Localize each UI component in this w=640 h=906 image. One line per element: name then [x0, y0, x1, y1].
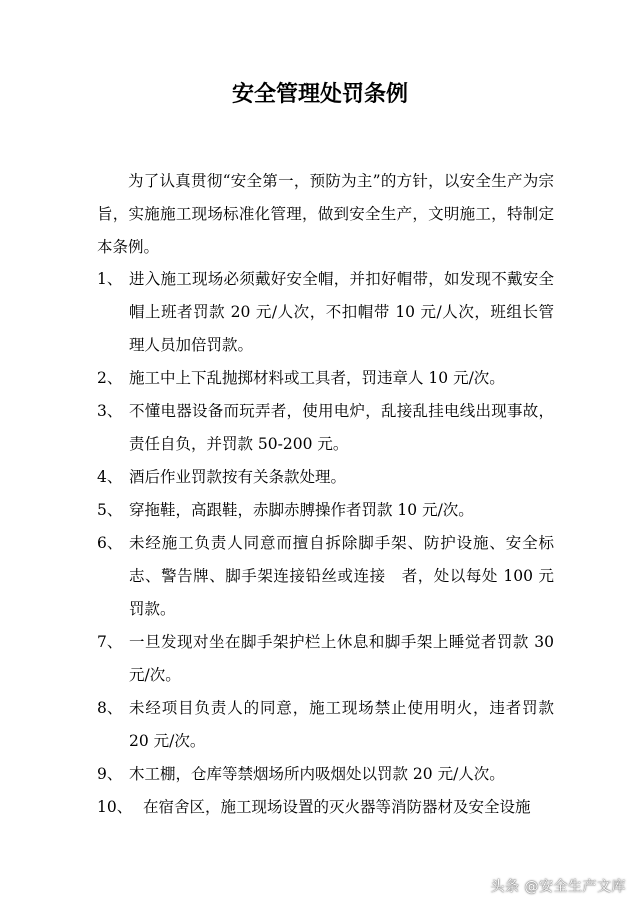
rule-item: [97, 626, 554, 692]
rule-number: 2、: [97, 369, 123, 387]
rule-number: 4、: [97, 468, 123, 486]
rules-list: [97, 263, 554, 824]
rule-text: 一旦发现对坐在脚手架护栏上休息和脚手架上睡觉者罚款 30 元/次。: [129, 633, 554, 684]
rule-number: 6、: [97, 534, 123, 552]
rule-text: 木工棚，仓库等禁烟场所内吸烟处以罚款 20 元/人次。: [129, 765, 505, 783]
document-title: 安全管理处罚条例: [231, 82, 408, 107]
rule-item: [97, 527, 554, 626]
rule-text: 穿拖鞋，高跟鞋，赤脚赤膊操作者罚款 10 元/次。: [129, 501, 474, 519]
rule-item: [97, 362, 554, 395]
rule-number: 9、: [97, 765, 123, 783]
rule-number: 10、: [97, 798, 133, 816]
rule-number: 5、: [97, 501, 123, 519]
rule-item: [97, 494, 554, 527]
rule-item: [97, 692, 554, 758]
rule-text: 酒后作业罚款按有关条款处理。: [129, 468, 347, 486]
rule-item: [97, 791, 554, 824]
rule-number: 8、: [97, 699, 123, 717]
rule-number: 7、: [97, 633, 123, 651]
rule-text: 进入施工现场必须戴好安全帽，并扣好帽带，如发现不戴安全帽上班者罚款 20 元/人次，不扣帽带 10 元/人次，班组长管理人员加倍罚款。: [129, 270, 554, 354]
rule-number: 3、: [97, 402, 123, 420]
watermark: 头条 @安全生产文库: [490, 879, 626, 895]
rule-number: 1、: [97, 270, 123, 288]
rule-text: 不懂电器设备而玩弄者，使用电炉，乱接乱挂电线出现事故，责任自负，并罚款 50-200 元。: [129, 402, 554, 453]
intro-paragraph: 为了认真贯彻“安全第一，预防为主”的方针，以安全生产为宗旨，实施施工现场标准化管理，做到安全生产，文明施工，特制定本条例。: [97, 172, 554, 256]
rule-item: [97, 758, 554, 791]
rule-text: 施工中上下乱抛掷材料或工具者，罚违章人 10 元/次。: [129, 369, 505, 387]
rule-text: 未经施工负责人同意而擅自拆除脚手架、防护设施、安全标志、警告牌、脚手架连接铅丝或连接 者，处以每处 100 元罚款。: [129, 534, 554, 618]
rule-item: [97, 461, 554, 494]
rule-item: [97, 395, 554, 461]
rule-text: 在宿舍区，施工现场设置的灭火器等消防器材及安全设施: [143, 798, 531, 816]
rule-item: [97, 263, 554, 362]
rule-text: 未经项目负责人的同意，施工现场禁止使用明火，违者罚款 20 元/次。: [129, 699, 554, 750]
